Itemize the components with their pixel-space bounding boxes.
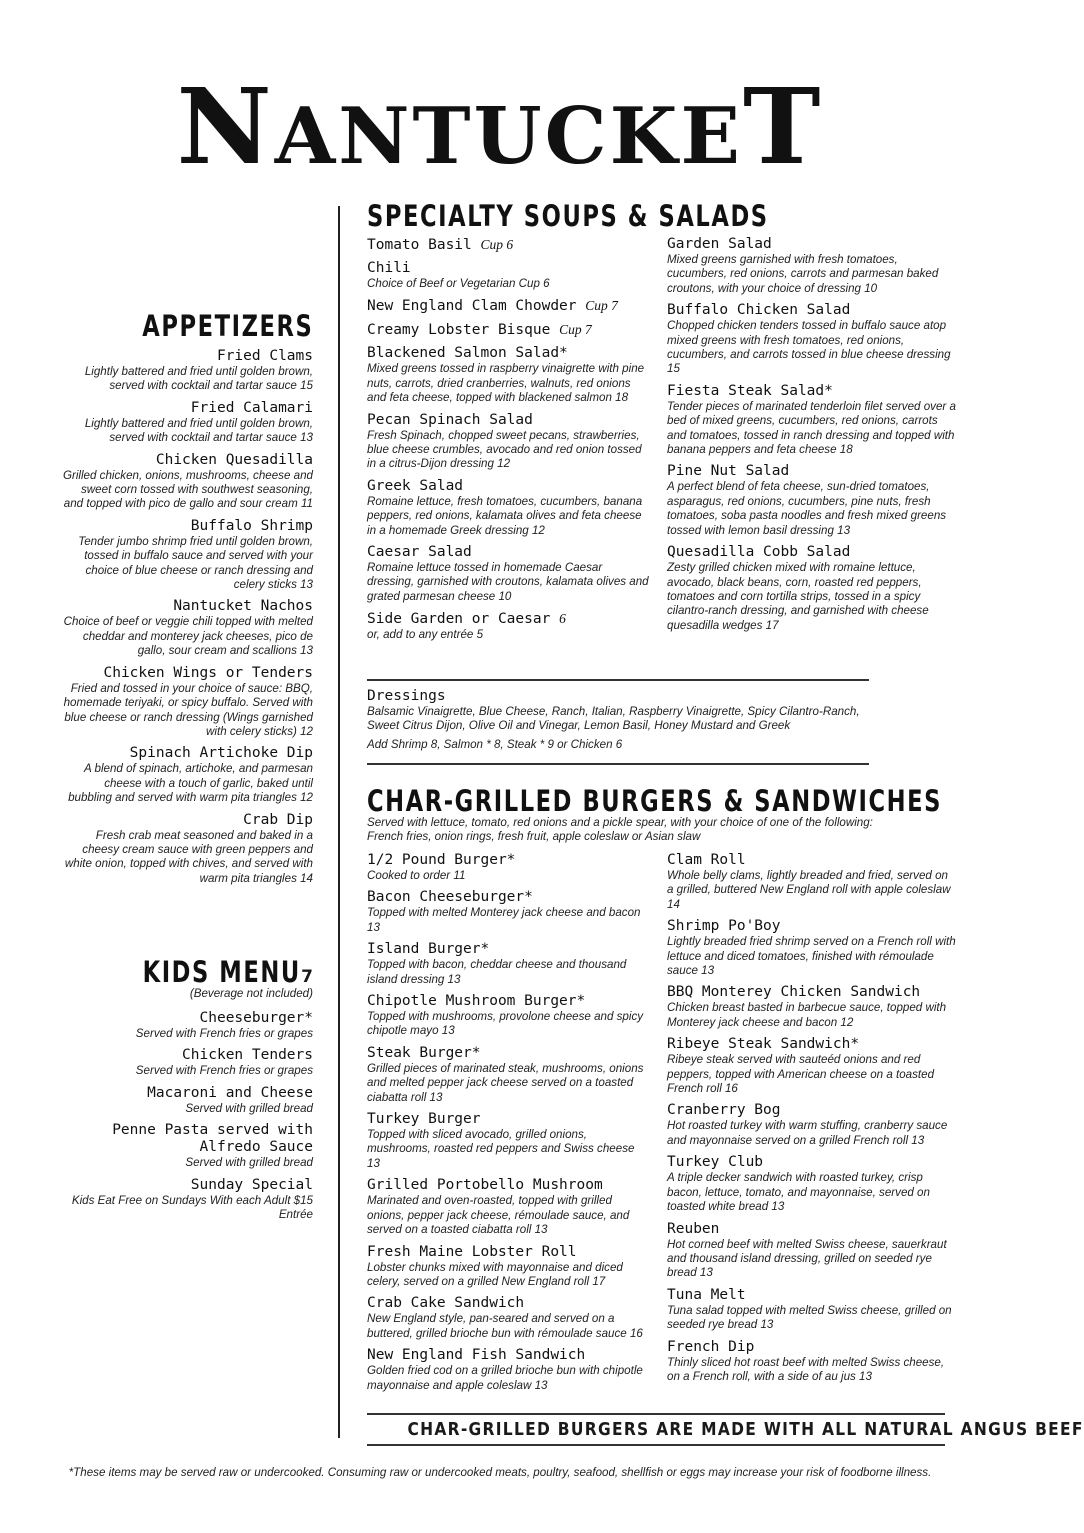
menu-item-name bbox=[60, 1047, 313, 1064]
menu-item-description: Golden fried cod on a grilled brioche bun with chipotle mayonnaise and apple coleslaw 13 bbox=[367, 1364, 643, 1392]
menu-item bbox=[367, 610, 650, 642]
menu-item-title: Chicken Quesadilla bbox=[155, 451, 313, 468]
menu-item bbox=[367, 321, 650, 339]
menu-item-price: 6 bbox=[559, 611, 566, 627]
menu-item-description: Hot corned beef with melted Swiss cheese, sauerkraut and thousand island dressing, grilled on seeded rye bread 13 bbox=[667, 1237, 947, 1280]
menu-item-description: Fried and tossed in your choice of sauce: BBQ, homemade teriyaki, or spicy buffalo. Served with blue cheese or ranch dressing (Wings garnished with celery sticks) 12 bbox=[63, 681, 313, 738]
menu-item-name bbox=[367, 1347, 650, 1364]
menu-item-description: Hot roasted turkey with warm stuffing, cranberry sauce and mayonnaise served on a grilled French roll 13 bbox=[667, 1119, 948, 1147]
menu-item bbox=[367, 852, 650, 883]
burgers-heading: CHAR-GRILLED BURGERS & SANDWICHES bbox=[367, 784, 943, 818]
soups-column-2 bbox=[667, 236, 957, 639]
menu-item-name bbox=[60, 1010, 313, 1027]
menu-item bbox=[60, 1047, 313, 1078]
menu-item-name bbox=[367, 236, 650, 254]
kids-heading bbox=[98, 956, 313, 988]
menu-item-title: Chipotle Mushroom Burger* bbox=[367, 993, 586, 1010]
menu-item-title: Clam Roll bbox=[667, 852, 746, 868]
menu-item bbox=[367, 1045, 650, 1105]
menu-item-price: Cup 7 bbox=[585, 298, 618, 314]
menu-item-name bbox=[60, 452, 313, 469]
angus-beef-banner: CHAR-GRILLED BURGERS ARE MADE WITH ALL NATURAL ANGUS BEEF bbox=[407, 1419, 1084, 1440]
menu-item bbox=[60, 665, 313, 740]
menu-item bbox=[367, 993, 650, 1039]
menu-item-name bbox=[667, 918, 957, 935]
menu-item-name bbox=[667, 383, 957, 400]
menu-item bbox=[667, 463, 957, 538]
menu-item-title: Cheeseburger* bbox=[199, 1010, 313, 1026]
menu-item-description: Marinated and oven-roasted, topped with grilled onions, pepper jack cheese, rémoulade sauce, and served on a toasted ciabatta roll 13 bbox=[367, 1194, 630, 1237]
brand-first-letter: N bbox=[176, 65, 275, 188]
menu-item-title: French Dip bbox=[667, 1338, 755, 1355]
menu-item-title: BBQ Monterey Chicken Sandwich bbox=[667, 984, 921, 1001]
menu-item-description: Choice of Beef or Vegetarian Cup 6 bbox=[367, 277, 550, 290]
menu-item bbox=[667, 236, 957, 296]
menu-item bbox=[367, 345, 650, 405]
kids-price: 7 bbox=[301, 967, 313, 987]
menu-item bbox=[667, 1339, 957, 1385]
menu-item-title: Ribeye Steak Sandwich* bbox=[667, 1036, 860, 1053]
menu-item-name bbox=[367, 1295, 650, 1312]
appetizers-list bbox=[60, 348, 313, 892]
menu-item-title: Chicken Wings or Tenders bbox=[103, 664, 313, 681]
menu-item-title: Shrimp Po'Boy bbox=[667, 918, 781, 935]
menu-item-name bbox=[667, 1154, 957, 1171]
menu-item-title: Garden Salad bbox=[667, 236, 772, 252]
menu-item-name bbox=[667, 302, 957, 319]
menu-item-name bbox=[60, 400, 313, 417]
menu-item-description: Topped with melted Monterey jack cheese and bacon 13 bbox=[367, 906, 641, 934]
menu-item-title: Crab Cake Sandwich bbox=[367, 1295, 525, 1312]
menu-item-name bbox=[367, 610, 650, 628]
menu-item-name bbox=[60, 1177, 313, 1194]
divider bbox=[367, 679, 869, 681]
menu-item-name bbox=[667, 1339, 957, 1356]
menu-item bbox=[367, 1177, 650, 1237]
menu-item-description: Chicken breast basted in barbecue sauce, topped with Monterey jack cheese and bacon 12 bbox=[667, 1001, 947, 1029]
menu-item-title: Buffalo Chicken Salad bbox=[667, 302, 851, 319]
menu-item bbox=[367, 1295, 650, 1341]
menu-item-name bbox=[60, 812, 313, 829]
menu-item bbox=[367, 236, 650, 254]
menu-item-title: Reuben bbox=[667, 1220, 720, 1237]
menu-item bbox=[60, 812, 313, 887]
menu-item-title: Chicken Tenders bbox=[182, 1047, 313, 1064]
menu-item-description: A triple decker sandwich with roasted turkey, crisp bacon, lettuce, tomato, and mayonnaise, served on toasted white bread 13 bbox=[667, 1171, 930, 1214]
menu-item bbox=[60, 1085, 313, 1116]
menu-item-description: Tender pieces of marinated tenderloin filet served over a bed of mixed greens, cucumbers, red onions, carrots and tomatoes, tossed in ranch dressing and topped with banana peppers and feta cheese 18 bbox=[667, 399, 956, 457]
menu-item-name bbox=[367, 889, 650, 906]
menu-item-description: Zesty grilled chicken mixed with romaine lettuce, avocado, black beans, corn, roasted red peppers, tomatoes and corn tortilla strips, tossed in a spicy cilantro-ranch dressing, and garnished with cheese quesadilla wedges 17 bbox=[667, 561, 929, 632]
menu-item-name bbox=[667, 1287, 957, 1304]
menu-item-name bbox=[367, 1111, 650, 1128]
dressings-title: Dressings bbox=[367, 688, 446, 704]
menu-item-description: Topped with mushrooms, provolone cheese and spicy chipotle mayo 13 bbox=[367, 1010, 644, 1038]
menu-item-title: Macaroni and Cheese bbox=[147, 1084, 313, 1101]
menu-item-name bbox=[667, 1221, 957, 1238]
menu-item-name bbox=[367, 297, 650, 315]
menu-item-description: Lightly breaded fried shrimp served on a French roll with lettuce and diced tomatoes, finished with rémoulade sauce 13 bbox=[667, 935, 956, 978]
menu-item-title: Pine Nut Salad bbox=[667, 463, 790, 480]
menu-item-description: Grilled chicken, onions, mushrooms, cheese and sweet corn tossed with southwest seasoning, and topped with pico de gallo and sour cream 11 bbox=[62, 468, 313, 511]
menu-item-name bbox=[667, 544, 957, 561]
menu-item bbox=[60, 1177, 313, 1223]
appetizers-heading: APPETIZERS bbox=[141, 309, 313, 343]
menu-item-title: Creamy Lobster Bisque bbox=[367, 322, 551, 339]
menu-item bbox=[60, 348, 313, 394]
menu-item-title: Sunday Special bbox=[190, 1176, 313, 1193]
menu-item-title: Tomato Basil bbox=[367, 237, 472, 253]
dressings-addons: Add Shrimp 8, Salmon * 8, Steak * 9 or Chicken 6 bbox=[367, 737, 623, 751]
menu-item-name bbox=[367, 544, 650, 561]
dressings-list: Balsamic Vinaigrette, Blue Cheese, Ranch, Italian, Raspberry Vinaigrette, Spicy Cilantro-Ranch, Sweet Citrus Dijon, Olive Oil and Vinegar, Lemon Basil, Honey Mustard and Greek bbox=[367, 705, 860, 733]
menu-item bbox=[367, 478, 650, 538]
menu-item bbox=[667, 544, 957, 633]
menu-item-description: Served with French fries or grapes bbox=[135, 1064, 313, 1078]
menu-item-title: New England Clam Chowder bbox=[367, 298, 577, 315]
menu-item-name bbox=[60, 348, 313, 365]
menu-item bbox=[367, 297, 650, 315]
menu-item-title: Fresh Maine Lobster Roll bbox=[367, 1243, 577, 1260]
menu-item-description: Lightly battered and fried until golden brown, served with cocktail and tartar sauce 13 bbox=[84, 416, 313, 445]
kids-note: (Beverage not included) bbox=[189, 987, 313, 1000]
divider bbox=[367, 1444, 945, 1446]
menu-item-description: Grilled pieces of marinated steak, mushrooms, onions and melted pepper jack cheese served on a toasted ciabatta roll 13 bbox=[367, 1061, 644, 1104]
menu-item bbox=[367, 1244, 650, 1290]
menu-item-name bbox=[367, 852, 650, 869]
menu-item-title: Fried Clams bbox=[216, 348, 313, 364]
menu-item-name bbox=[667, 463, 957, 480]
menu-item-description: Ribeye steak served with sauteéd onions and red peppers, topped with American cheese on a toasted French roll 16 bbox=[667, 1053, 935, 1096]
menu-item-title: Spinach Artichoke Dip bbox=[129, 745, 313, 762]
menu-item-title: Chili bbox=[367, 260, 411, 276]
menu-item-description: Served with French fries or grapes bbox=[135, 1027, 313, 1040]
menu-item bbox=[667, 1221, 957, 1281]
menu-item-description: Fresh Spinach, chopped sweet pecans, strawberries, blue cheese crumbles, avocado and red onion tossed in a citrus-Dijon dressing 12 bbox=[367, 428, 642, 471]
menu-item-title: Blackened Salmon Salad* bbox=[367, 345, 568, 362]
menu-item-name bbox=[367, 260, 650, 277]
menu-item-name bbox=[367, 412, 650, 429]
menu-item-name bbox=[667, 984, 957, 1001]
menu-item-name bbox=[667, 852, 957, 869]
menu-item-title: Penne Pasta served with Alfredo Sauce bbox=[112, 1122, 313, 1156]
menu-item bbox=[667, 1102, 957, 1148]
menu-item bbox=[667, 918, 957, 978]
menu-item bbox=[367, 412, 650, 472]
menu-item-title: Fried Calamari bbox=[190, 399, 313, 416]
menu-item bbox=[667, 1036, 957, 1096]
menu-item-title: Side Garden or Caesar bbox=[367, 611, 551, 628]
menu-item-description: Cooked to order 11 bbox=[367, 869, 466, 882]
menu-item bbox=[367, 941, 650, 987]
menu-item bbox=[367, 1111, 650, 1171]
menu-item bbox=[667, 383, 957, 458]
menu-item-title: Quesadilla Cobb Salad bbox=[667, 544, 851, 561]
menu-item-name bbox=[367, 1045, 650, 1062]
menu-item bbox=[667, 1154, 957, 1214]
brand-last-letter: T bbox=[742, 65, 824, 188]
menu-item bbox=[367, 260, 650, 291]
soups-column-1 bbox=[367, 236, 650, 649]
menu-item-title: Pecan Spinach Salad bbox=[367, 411, 533, 428]
menu-item bbox=[667, 302, 957, 377]
menu-item-name bbox=[60, 745, 313, 762]
menu-item-name bbox=[60, 518, 313, 535]
menu-item bbox=[60, 452, 313, 512]
menu-item-name bbox=[60, 1122, 313, 1156]
menu-item-description: Tender jumbo shrimp fried until golden brown, tossed in buffalo sauce and served with your choice of blue cheese or ranch dressing and celery sticks 13 bbox=[78, 534, 313, 592]
menu-item bbox=[367, 889, 650, 935]
menu-item-title: Caesar Salad bbox=[367, 544, 472, 561]
menu-item-description: Topped with bacon, cheddar cheese and thousand island dressing 13 bbox=[367, 958, 627, 986]
menu-item-title: 1/2 Pound Burger* bbox=[367, 852, 516, 868]
burgers-column-1 bbox=[367, 852, 650, 1399]
brand-middle-letters: ANTUCKE bbox=[274, 91, 743, 182]
menu-item-title: Cranberry Bog bbox=[667, 1102, 781, 1119]
menu-item-name bbox=[367, 345, 650, 362]
menu-item-description: Whole belly clams, lightly breaded and fried, served on a grilled, buttered New England roll with apple coleslaw 14 bbox=[667, 869, 951, 911]
menu-item-title: Greek Salad bbox=[367, 477, 464, 494]
menu-item-description: Romaine lettuce, fresh tomatoes, cucumbers, banana peppers, red onions, kalamata olives and feta cheese in a homemade Greek dressing 12 bbox=[367, 494, 643, 537]
menu-item-description: Fresh crab meat seasoned and baked in a cheesy cream sauce with green peppers and white onion, topped with chives, and served with warm pita triangles 14 bbox=[64, 828, 313, 885]
menu-item-description: Topped with sliced avocado, grilled onions, mushrooms, roasted red peppers and Swiss cheese 13 bbox=[367, 1128, 635, 1170]
menu-item-description: A blend of spinach, artichoke, and parmesan cheese with a touch of garlic, baked until bubbling and served with warm pita triangles 12 bbox=[68, 762, 313, 805]
menu-item-name bbox=[60, 598, 313, 615]
menu-item-title: New England Fish Sandwich bbox=[367, 1347, 586, 1364]
menu-item-description: Kids Eat Free on Sundays With each Adult $15 Entrée bbox=[71, 1193, 313, 1222]
menu-item-title: Fiesta Steak Salad* bbox=[667, 382, 833, 399]
menu-item-description: Lightly battered and fried until golden brown, served with cocktail and tartar sauce 15 bbox=[84, 365, 313, 393]
menu-item-price: Cup 6 bbox=[480, 237, 514, 252]
menu-item-description: Lobster chunks mixed with mayonnaise and diced celery, served on a grilled New England roll 17 bbox=[367, 1260, 623, 1288]
menu-item-description: New England style, pan-seared and served on a buttered, grilled brioche bun with rémoulade sauce 16 bbox=[367, 1312, 643, 1340]
menu-item-description: Thinly sliced hot roast beef with melted Swiss cheese, on a French roll, with a side of au jus 13 bbox=[667, 1355, 945, 1383]
menu-item-title: Island Burger* bbox=[367, 941, 490, 958]
menu-item-title: Buffalo Shrimp bbox=[190, 517, 313, 534]
menu-item-title: Turkey Burger bbox=[367, 1111, 481, 1128]
menu-item-description: Choice of beef or veggie chili topped with melted cheddar and monterey jack cheeses, pico de gallo, sour cream and scallions 13 bbox=[63, 615, 313, 658]
menu-item-name bbox=[367, 321, 650, 339]
menu-item bbox=[667, 984, 957, 1030]
kids-list bbox=[60, 1010, 313, 1228]
kids-title: KIDS MENU bbox=[142, 955, 302, 989]
divider bbox=[367, 763, 869, 765]
burgers-intro: Served with lettuce, tomato, red onions and a pickle spear, with your choice of one of the following: French fries, onion rings, fresh fruit, apple coleslaw or Asian slaw bbox=[367, 816, 873, 844]
menu-item bbox=[60, 518, 313, 593]
column-divider bbox=[338, 206, 340, 1438]
menu-item-name bbox=[60, 1085, 313, 1102]
restaurant-name bbox=[0, 65, 1000, 192]
menu-item bbox=[667, 1287, 957, 1333]
raw-food-disclaimer: *These items may be served raw or undercooked. Consuming raw or undercooked meats, poultry, seafood, shellfish or eggs may increase your risk of foodborne illness. bbox=[68, 1466, 932, 1479]
menu-item-name bbox=[367, 478, 650, 495]
menu-item-description: Mixed greens tossed in raspberry vinaigrette with pine nuts, carrots, dried cranberries, walnuts, red onions and feta cheese, topped with blackened salmon 18 bbox=[367, 362, 645, 405]
menu-item bbox=[667, 852, 957, 912]
menu-item-name bbox=[367, 1177, 650, 1194]
menu-item-description: or, add to any entrée 5 bbox=[367, 628, 484, 642]
menu-item-description: Chopped chicken tenders tossed in buffalo sauce atop mixed greens with fresh tomatoes, red onions, cucumbers, and carrots tossed in blue cheese dressing 15 bbox=[667, 319, 951, 376]
menu-item bbox=[60, 1122, 313, 1170]
menu-item-description: A perfect blend of feta cheese, sun-dried tomatoes, asparagus, red onions, cucumbers, pine nuts, fresh tomatoes, soba pasta noodles and fresh mixed greens tossed with lemon basil dressing 13 bbox=[667, 480, 947, 537]
soups-salads-heading: SPECIALTY SOUPS & SALADS bbox=[367, 199, 769, 233]
menu-item bbox=[60, 1010, 313, 1041]
menu-item bbox=[367, 544, 650, 604]
menu-item-description: Tuna salad topped with melted Swiss cheese, grilled on seeded rye bread 13 bbox=[667, 1303, 952, 1332]
menu-item-title: Nantucket Nachos bbox=[173, 598, 313, 615]
menu-item-name bbox=[367, 1244, 650, 1261]
menu-item-title: Grilled Portobello Mushroom bbox=[367, 1177, 603, 1194]
menu-item bbox=[60, 598, 313, 658]
menu-item-description: Served with grilled bread bbox=[185, 1101, 313, 1115]
menu-item-name bbox=[667, 1102, 957, 1119]
divider bbox=[367, 1413, 945, 1415]
menu-item-title: Crab Dip bbox=[243, 811, 313, 828]
menu-item-description: Mixed greens garnished with fresh tomatoes, cucumbers, red onions, carrots and parmesan baked croutons, with your choice of dressing 10 bbox=[667, 253, 939, 295]
menu-item-name bbox=[60, 665, 313, 682]
menu-item-title: Turkey Club bbox=[667, 1154, 764, 1171]
menu-item-description: Served with grilled bread bbox=[185, 1156, 313, 1170]
menu-item-title: Tuna Melt bbox=[667, 1286, 746, 1303]
menu-item-name bbox=[367, 941, 650, 958]
menu-item-name bbox=[667, 236, 957, 253]
menu-item-description: Romaine lettuce tossed in homemade Caesar dressing, garnished with croutons, kalamata olives and grated parmesan cheese 10 bbox=[367, 561, 649, 603]
menu-item-title: Steak Burger* bbox=[367, 1044, 481, 1061]
menu-item-name bbox=[367, 993, 650, 1010]
dressings-section bbox=[367, 688, 877, 752]
menu-item-price: Cup 7 bbox=[559, 322, 592, 338]
menu-item bbox=[60, 400, 313, 446]
menu-item-name bbox=[667, 1036, 957, 1053]
menu-item bbox=[367, 1347, 650, 1393]
menu-item bbox=[60, 745, 313, 805]
menu-item-title: Bacon Cheeseburger* bbox=[367, 889, 533, 906]
burgers-column-2 bbox=[667, 852, 957, 1390]
